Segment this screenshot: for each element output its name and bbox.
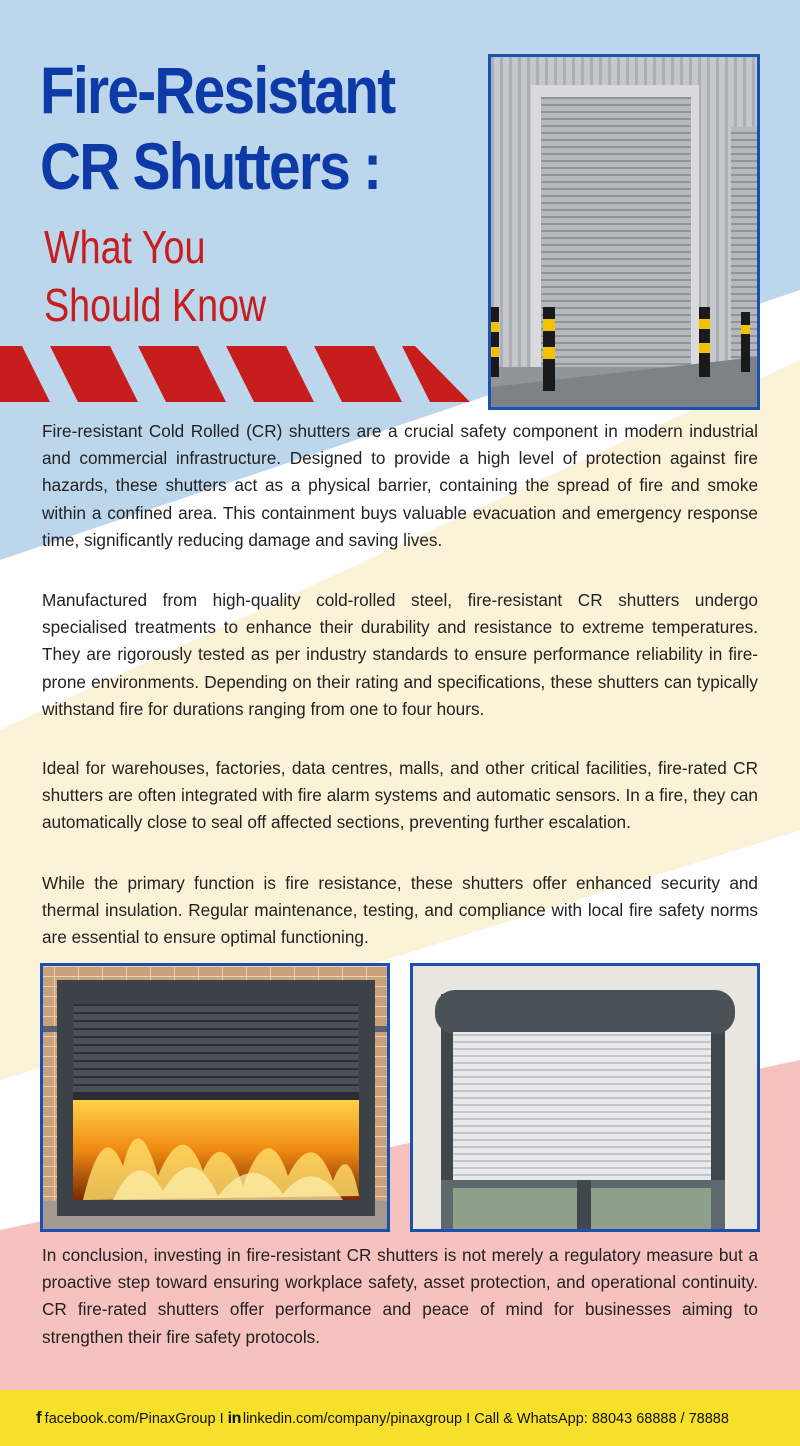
title-line-1: Fire-Resistant xyxy=(40,53,395,127)
hazard-stripes xyxy=(0,346,480,402)
subtitle-line-2: Should Know xyxy=(44,279,267,331)
paragraph-intro: Fire-resistant Cold Rolled (CR) shutters are a crucial safety component in modern industrial and commercial infrastructure. Designed to provide a high level of protection against fire hazards, these shutters act as a physical barrier, containing the spread of fire and smoke within a confined area. This containment buys valuable evacuation and emergency response time, significantly reducing damage and saving lives. xyxy=(42,421,758,550)
linkedin-link[interactable]: linkedin.com/company/pinaxgroup xyxy=(242,1411,463,1427)
footer-bar xyxy=(0,1390,800,1446)
subtitle-line-1: What You xyxy=(44,221,206,273)
subtitle xyxy=(44,218,266,334)
footer-separator: I xyxy=(215,1411,228,1427)
paragraph-conclusion: In conclusion, investing in fire-resistant CR shutters is not merely a regulatory measure but a proactive step toward ensuring workplace safety, asset protection, and operational continuity. CR fire-rated shutters offer performance and peace of mind for businesses aiming to strengthen their fire safety protocols. xyxy=(42,1245,758,1347)
linkedin-icon: in xyxy=(227,1410,241,1427)
main-title xyxy=(40,52,418,204)
fire-shutter-photo xyxy=(40,963,390,1232)
warehouse-shutter-photo xyxy=(488,54,760,410)
title-line-2: CR Shutters : xyxy=(40,129,381,203)
paragraph-functions: While the primary function is fire resistance, these shutters offer enhanced security and thermal insulation. Regular maintenance, testing, and compliance with local fire safety norms are essential to ensure optimal functioning. xyxy=(42,873,758,948)
paragraph-manufacturing: Manufactured from high-quality cold-rolled steel, fire-resistant CR shutters undergo specialised treatments to enhance their durability and resistance to extreme temperatures. They are rigorously tested as per industry standards to ensure performance reliability in fire-prone environments. Depending on their rating and specifications, these shutters can typically withstand fire for durations ranging from one to four hours. xyxy=(42,590,758,719)
facebook-icon: f xyxy=(36,1408,42,1427)
contact-numbers: I Call & WhatsApp: 88043 68888 / 78888 xyxy=(462,1411,729,1427)
footer-contact-line xyxy=(36,1408,729,1428)
window-shutter-photo xyxy=(410,963,760,1232)
facebook-link[interactable]: facebook.com/PinaxGroup xyxy=(44,1411,216,1427)
paragraph-applications: Ideal for warehouses, factories, data centres, malls, and other critical facilities, fire-rated CR shutters are often integrated with fire alarm systems and automatic sensors. In a fire, they can automatically close to seal off affected sections, preventing further escalation. xyxy=(42,758,758,833)
